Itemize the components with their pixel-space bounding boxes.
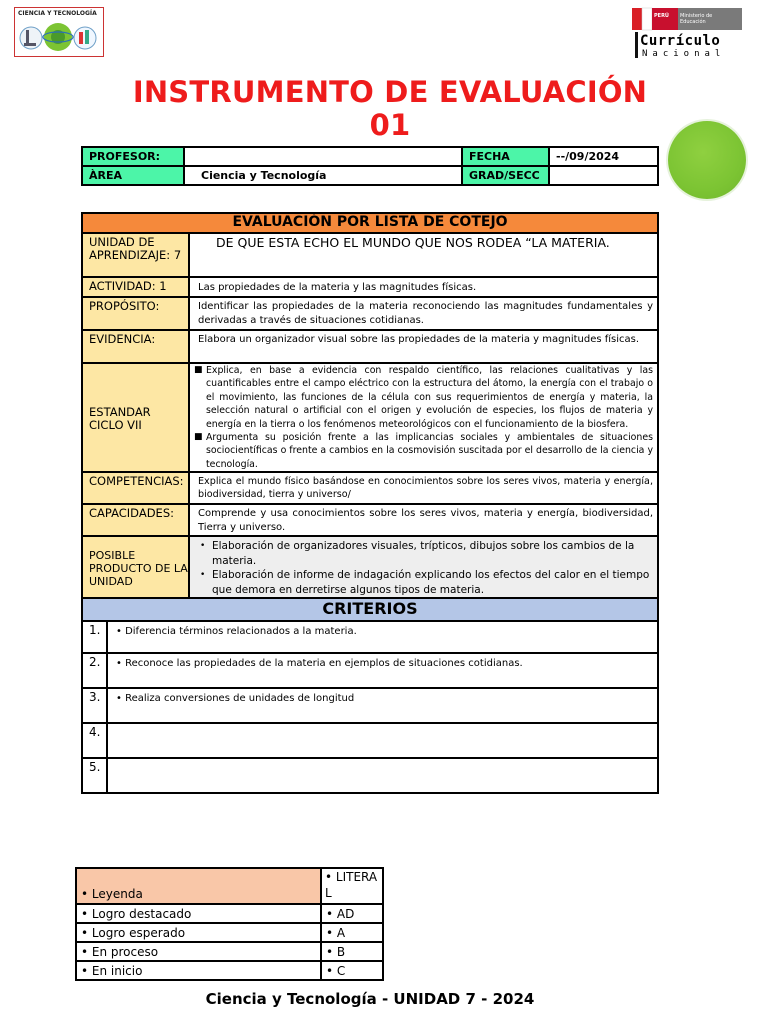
area-value: Ciencia y Tecnología — [184, 166, 462, 185]
proposito-label: PROPÓSITO: — [82, 297, 189, 330]
legend-code: • LITERAL — [321, 868, 383, 904]
legend-row — [76, 923, 383, 942]
legend-row — [76, 904, 383, 923]
criterio-text: • Reconoce las propiedades de la materia en ejemplos de situaciones cotidianas. — [107, 653, 658, 688]
page-footer: Ciencia y Tecnología - UNIDAD 7 - 2024 — [205, 990, 535, 1008]
legend-label: • Logro destacado — [76, 904, 321, 923]
capacidades-value: Comprende y usa conocimientos sobre los seres vivos, materia y energía, biodiversidad, Tierra y universo. — [189, 504, 658, 536]
criterio-number: 5. — [82, 758, 107, 793]
logo-caption: CIENCIA Y TECNOLOGÍA — [18, 10, 97, 17]
science-icons — [15, 8, 103, 56]
bullet-icon: • — [200, 541, 206, 552]
evaluation-title: EVALUACIÓN POR LISTA DE COTEJO — [82, 213, 658, 233]
unidad-value: DE QUE ESTA ECHO EL MUNDO QUE NOS RODEA “LA MATERIA. — [189, 233, 658, 277]
estandar-item: ■ Explica, en base a evidencia con respaldo científico, las relaciones cualitativas y las cuantificables entre el campo eléctrico con la estructura del átomo, la energía con el trabajo o el movimiento, las funciones de la célula con sus requerimientos de energía y materia, la selección natural o artificial con el origen y evolución de especies, los flujos de materia y energía en la tierra o los fenómenos meteorológicos con el funcionamiento de la biosfera. — [194, 365, 653, 430]
legend-code: • A — [321, 923, 383, 942]
criterio-row — [82, 723, 658, 758]
estandar-label: ESTANDAR CICLO VII — [82, 363, 189, 472]
criterio-row — [82, 621, 658, 653]
unidad-label: UNIDAD DE APRENDIZAJE: 7 — [82, 233, 189, 277]
legend-row — [76, 942, 383, 961]
capacidades-label: CAPACIDADES: — [82, 504, 189, 536]
evidencia-value: Elabora un organizador visual sobre las propiedades de la materia y magnitudes físicas. — [189, 330, 658, 363]
competencia-label: COMPETENCIAS: — [82, 472, 189, 504]
criterio-text — [107, 758, 658, 793]
criterio-text: • Realiza conversiones de unidades de longitud — [107, 688, 658, 723]
criterio-number: 3. — [82, 688, 107, 723]
curriculo-nacional-logo — [632, 6, 744, 60]
profesor-label: PROFESOR: — [82, 147, 184, 166]
legend-label: • Logro esperado — [76, 923, 321, 942]
square-bullet-icon: ■ — [194, 432, 203, 443]
legend-row — [76, 868, 383, 904]
legend-label: • Leyenda — [76, 868, 321, 904]
legend-code: • AD — [321, 904, 383, 923]
actividad-value: Las propiedades de la materia y las magnitudes físicas. — [189, 277, 658, 297]
estandar-value — [189, 363, 658, 472]
evidencia-label: EVIDENCIA: — [82, 330, 189, 363]
producto-label: POSIBLE PRODUCTO DE LA UNIDAD — [82, 536, 189, 598]
producto-item: • Elaboración de informe de indagación explicando los efectos del calor en el tiempo que demora en derretirse algunos tipos de materia. — [200, 569, 650, 596]
ministry-label: Ministerio de Educación — [680, 13, 713, 25]
fecha-value: --/09/2024 — [549, 147, 658, 166]
evaluation-table — [81, 212, 659, 794]
criterio-number: 4. — [82, 723, 107, 758]
legend-table — [75, 867, 384, 981]
page-title — [84, 76, 696, 142]
legend-label: • En inicio — [76, 961, 321, 980]
area-label: ÀREA — [82, 166, 184, 185]
legend-code: • B — [321, 942, 383, 961]
peru-label: PERÚ — [654, 13, 669, 19]
criterio-row — [82, 758, 658, 793]
bullet-icon: • — [200, 570, 206, 581]
grad-secc-label: GRAD/SECC — [462, 166, 549, 185]
green-circle-decoration — [668, 121, 746, 199]
proposito-value: Identificar las propiedades de la materia reconociendo las magnitudes fundamentales y derivadas a través de situaciones cotidianas. — [189, 297, 658, 330]
criterio-text — [107, 723, 658, 758]
producto-value — [189, 536, 658, 598]
criterio-number: 2. — [82, 653, 107, 688]
fecha-label: FECHA — [462, 147, 549, 166]
legend-code: • C — [321, 961, 383, 980]
profesor-value — [184, 147, 462, 166]
estandar-item: ■ Argumenta su posición frente a las implicancias sociales y ambientales de situaciones sociocientíficas o frente a cambios en la cosmovisión suscitada por el desarrollo de la ciencia y tecnología. — [194, 432, 653, 470]
title-line-1: INSTRUMENTO DE EVALUACIÓN — [132, 75, 648, 109]
legend-row — [76, 961, 383, 980]
criterio-row — [82, 653, 658, 688]
title-line-2: 01 — [369, 108, 411, 142]
header-info-table — [81, 146, 659, 186]
actividad-label: ACTIVIDAD: 1 — [82, 277, 189, 297]
nacional-label: Nacional — [642, 49, 726, 59]
ciencia-tecnologia-logo — [14, 7, 104, 57]
criterio-row — [82, 688, 658, 723]
curriculo-label: Currículo — [640, 33, 721, 49]
criterio-text: • Diferencia términos relacionados a la materia. — [107, 621, 658, 653]
criterio-number: 1. — [82, 621, 107, 653]
criterios-title: CRITERIOS — [82, 598, 658, 621]
legend-label: • En proceso — [76, 942, 321, 961]
square-bullet-icon: ■ — [194, 365, 203, 375]
grad-secc-value — [549, 166, 658, 185]
producto-item: • Elaboración de organizadores visuales, trípticos, dibujos sobre los cambios de la materia. — [200, 540, 635, 567]
competencia-value: Explica el mundo físico basándose en conocimientos sobre los seres vivos, materia y energía, biodiversidad, tierra y universo/ — [189, 472, 658, 504]
